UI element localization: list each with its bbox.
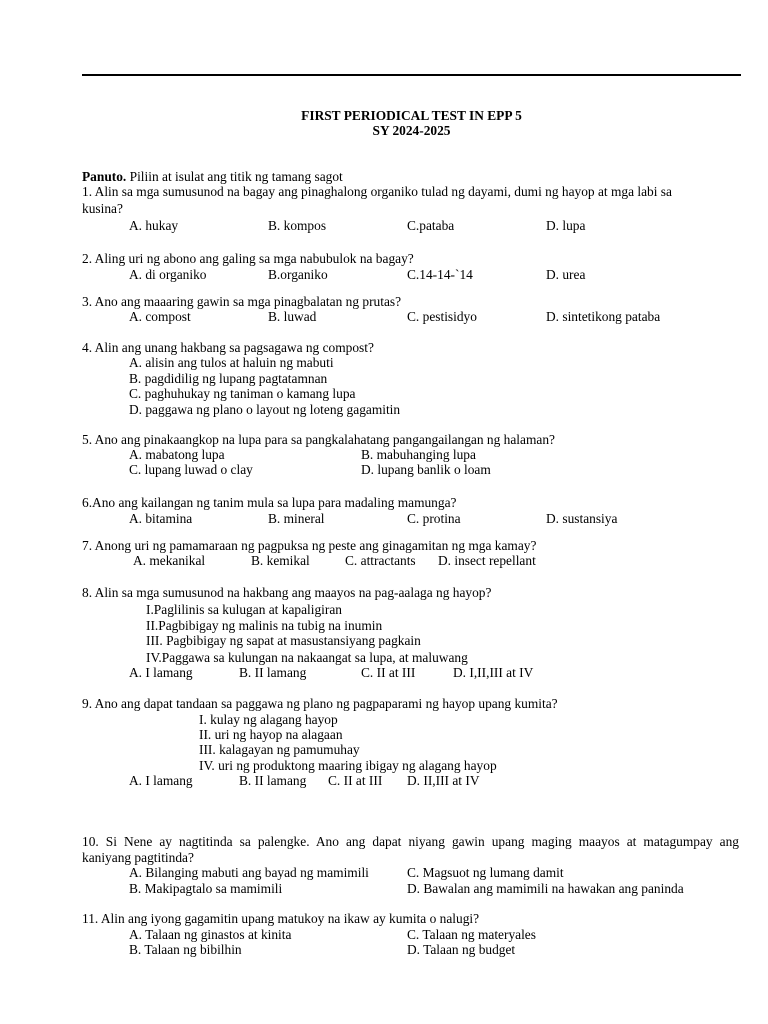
directions-text: Piliin at isulat ang titik ng tamang sagot [129, 169, 343, 184]
q10-text: 10. Si Nene ay nagtitinda sa palengke. Ano ang dapat niyang gawin upang maging maayos at matagumpay ang [82, 834, 739, 849]
q9-choice-c: C. II at III [328, 773, 383, 788]
directions [82, 169, 343, 185]
q1-choice-b: B. kompos [268, 218, 327, 233]
q8-item-2: II.Pagbibigay ng malinis na tubig na inumin [146, 618, 383, 633]
q10-text-cont: kaniyang pagtitinda? [82, 850, 194, 865]
q9-item-4: IV. uri ng produktong maaring ibigay ng alagang hayop [199, 758, 497, 773]
q11-text: 11. Alin ang iyong gagamitin upang matukoy na ikaw ay kumita o nalugi? [82, 911, 480, 926]
q9-item-1: I. kulay ng alagang hayop [199, 712, 338, 727]
q7-choice-d: D. insect repellant [438, 553, 536, 568]
q8-choice-b: B. II lamang [239, 665, 307, 680]
q5-choice-a: A. mabatong lupa [129, 447, 225, 462]
q8-text: 8. Alin sa mga sumusunod na hakbang ang maayos na pag-aalaga ng hayop? [82, 585, 492, 600]
q2-choice-d: D. urea [546, 267, 586, 282]
q10-choice-d: D. Bawalan ang mamimili na hawakan ang paninda [407, 881, 684, 896]
q5-choice-b: B. mabuhanging lupa [361, 447, 476, 462]
q10-choice-a: A. Bilanging mabuti ang bayad ng mamimili [129, 865, 369, 880]
q2-choice-c: C.14-14-`14 [407, 267, 473, 282]
q1-choice-a: A. hukay [129, 218, 179, 233]
q2-choice-b: B.organiko [268, 267, 328, 282]
q8-choice-d: D. I,II,III at IV [453, 665, 534, 680]
directions-label: Panuto. [82, 169, 127, 184]
school-year: SY 2024-2025 [372, 123, 451, 138]
q5-choice-c: C. lupang luwad o clay [129, 462, 253, 477]
q5-text: 5. Ano ang pinakaangkop na lupa para sa pangkalahatang pangangailangan ng halaman? [82, 432, 555, 447]
q1-choice-d: D. lupa [546, 218, 586, 233]
q3-choice-c: C. pestisidyo [407, 309, 477, 324]
q1-text-cont: kusina? [82, 201, 123, 216]
q7-choice-a: A. mekanikal [133, 553, 206, 568]
q9-item-2: II. uri ng hayop na alagaan [199, 727, 343, 742]
q3-choice-b: B. luwad [268, 309, 317, 324]
q6-choice-c: C. protina [407, 511, 461, 526]
q4-text: 4. Alin ang unang hakbang sa pagsagawa ng compost? [82, 340, 374, 355]
q6-choice-a: A. bitamina [129, 511, 193, 526]
q4-choice-b: B. pagdidilig ng lupang pagtatamnan [129, 371, 328, 386]
q8-item-4: IV.Paggawa sa kulungan na nakaangat sa lupa, at maluwang [146, 650, 468, 665]
q7-choice-b: B. kemikal [251, 553, 310, 568]
q3-choice-a: A. compost [129, 309, 191, 324]
test-title: FIRST PERIODICAL TEST IN EPP 5 [301, 108, 522, 123]
q8-item-1: I.Paglilinis sa kulugan at kapaligiran [146, 602, 342, 617]
q6-choice-d: D. sustansiya [546, 511, 618, 526]
q6-choice-b: B. mineral [268, 511, 325, 526]
q1-text: 1. Alin sa mga sumusunod na bagay ang pinaghalong organiko tulad ng dayami, dumi ng hayop at mga labi sa [82, 184, 672, 199]
q4-choice-a: A. alisin ang tulos at haluin ng mabuti [129, 355, 334, 370]
q4-choice-c: C. paghuhukay ng taniman o kamang lupa [129, 386, 356, 401]
q9-text: 9. Ano ang dapat tandaan sa paggawa ng plano ng pagpaparami ng hayop upang kumita? [82, 696, 558, 711]
q2-choice-a: A. di organiko [129, 267, 207, 282]
q10-choice-b: B. Makipagtalo sa mamimili [129, 881, 283, 896]
q10-choice-c: C. Magsuot ng lumang damit [407, 865, 564, 880]
q11-choice-b: B. Talaan ng bibilhin [129, 942, 242, 957]
q4-choice-d: D. paggawa ng plano o layout ng loteng gagamitin [129, 402, 401, 417]
q11-choice-a: A. Talaan ng ginastos at kinita [129, 927, 292, 942]
q9-choice-d: D. II,III at IV [407, 773, 480, 788]
q8-choice-c: C. II at III [361, 665, 416, 680]
q11-choice-c: C. Talaan ng materyales [407, 927, 536, 942]
q11-choice-d: D. Talaan ng budget [407, 942, 516, 957]
q5-choice-d: D. lupang banlik o loam [361, 462, 491, 477]
q9-item-3: III. kalagayan ng pamumuhay [199, 742, 360, 757]
header-rule [82, 74, 741, 76]
q3-text: 3. Ano ang maaaring gawin sa mga pinagbalatan ng prutas? [82, 294, 402, 309]
q2-text: 2. Aling uri ng abono ang galing sa mga nabubulok na bagay? [82, 251, 414, 266]
q6-text: 6.Ano ang kailangan ng tanim mula sa lupa para madaling mamunga? [82, 495, 457, 510]
q7-choice-c: C. attractants [345, 553, 416, 568]
q8-item-3: III. Pagbibigay ng sapat at masustansiyang pagkain [146, 633, 421, 648]
q8-choice-a: A. I lamang [129, 665, 193, 680]
q9-choice-a: A. I lamang [129, 773, 193, 788]
q7-text: 7. Anong uri ng pamamaraan ng pagpuksa ng peste ang ginagamitan ng mga kamay? [82, 538, 537, 553]
q3-choice-d: D. sintetikong pataba [546, 309, 661, 324]
q9-choice-b: B. II lamang [239, 773, 307, 788]
q1-choice-c: C.pataba [407, 218, 455, 233]
